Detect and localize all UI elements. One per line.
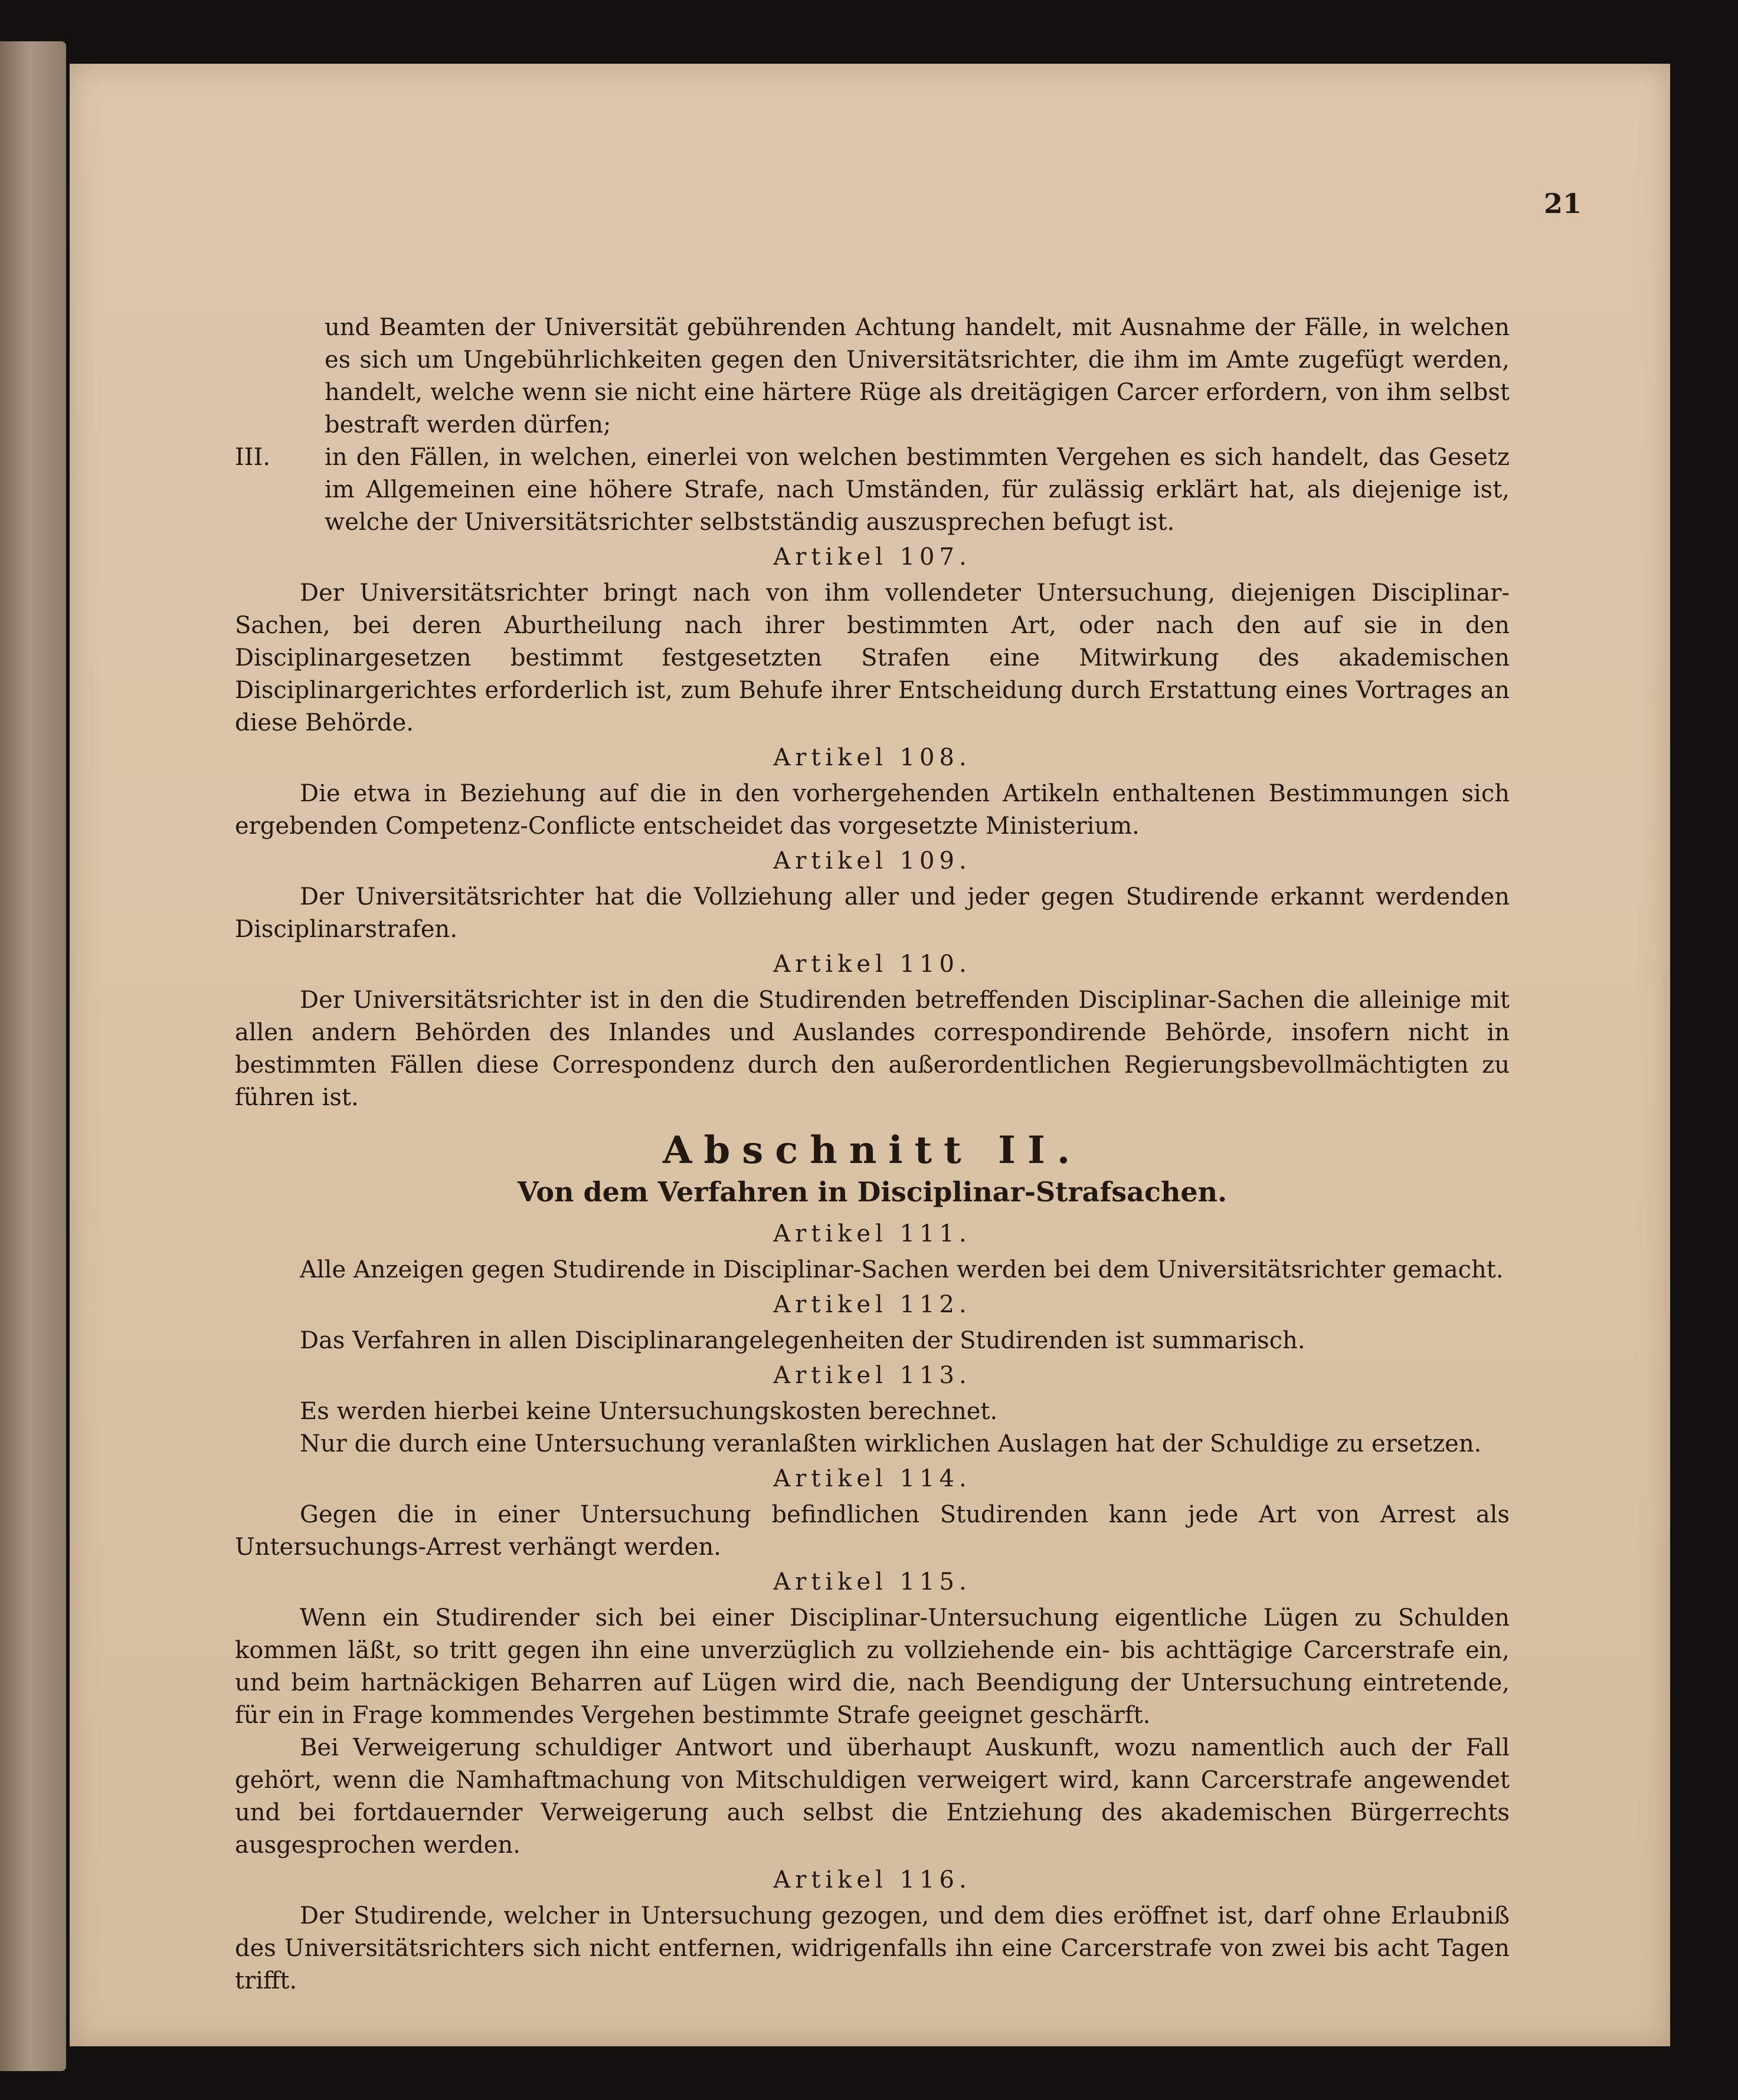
article-paragraph: Gegen die in einer Untersuchung befindlichen Studirenden kann jede Art von Arrest als Untersuchungs-Arrest verhängt werden.: [235, 1501, 1510, 1561]
article-paragraph: Der Studirende, welcher in Untersuchung gezogen, und dem dies eröffnet ist, darf ohne Erlaubniß des Universitätsrichters sich nicht entfernen, widrigenfalls ihn eine Carcerstrafe von zwei bis acht Tagen trifft.: [235, 1902, 1510, 1994]
page-content: [235, 312, 1510, 1997]
article-block: [235, 742, 1510, 843]
article-heading: Artikel 115.: [773, 1568, 971, 1596]
list-item-text: in den Fällen, in welchen, einerlei von welchen bestimmten Vergehen es sich handelt, das Gesetz im Allgemeinen eine höhere Strafe, nach Umständen, für zulässig erklärt hat, als diejenige ist, welche der Universitätsrichter selbstständig auszusprechen befugt ist.: [325, 444, 1510, 536]
article-block: [235, 948, 1510, 1114]
article-block: [235, 541, 1510, 739]
article-heading: Artikel 112.: [773, 1291, 971, 1318]
article-heading: Artikel 109.: [773, 847, 971, 874]
article-heading: Artikel 114.: [773, 1465, 971, 1492]
article-heading: Artikel 111.: [773, 1220, 971, 1247]
page-number: 21: [1543, 188, 1582, 219]
article-paragraph: Der Universitätsrichter ist in den die Studirenden betreffenden Disciplinar-Sachen die alleinige mit allen andern Behörden des Inlandes und Auslandes correspondirende Behörde, insofern nicht in bestimmten Fällen diese Correspondenz durch den außerordentlichen Regierungsbevollmächtigten zu führen ist.: [235, 987, 1510, 1111]
article-block: [235, 845, 1510, 946]
articles-group-b: [235, 1218, 1510, 1997]
article-block: [235, 1289, 1510, 1357]
article-block: [235, 1359, 1510, 1460]
article-heading: Artikel 107.: [773, 543, 971, 571]
article-paragraph: Die etwa in Beziehung auf die in den vorhergehenden Artikeln enthaltenen Bestimmungen sich ergebenden Competenz-Conflicte entscheidet das vorgesetzte Ministerium.: [235, 780, 1510, 840]
section-title: Abschnitt II.: [662, 1128, 1082, 1172]
article-paragraph: Alle Anzeigen gegen Studirende in Disciplinar-Sachen werden bei dem Universitätsrichter gemacht.: [300, 1256, 1504, 1283]
list-item-III: [235, 441, 1510, 539]
article-heading: Artikel 113.: [773, 1362, 971, 1389]
section-subtitle: Von dem Verfahren in Disciplinar-Strafsachen.: [517, 1176, 1228, 1208]
article-heading: Artikel 110.: [773, 951, 971, 978]
facing-page-edge: [0, 41, 66, 2071]
article-paragraph: Der Universitätsrichter bringt nach von ihm vollendeter Untersuchung, diejenigen Disciplinar-Sachen, bei deren Aburtheilung nach ihrer bestimmten Art, oder nach den auf sie in den Disciplinargesetzen bestimmt festgesetzten Strafen eine Mitwirkung des akademischen Disciplinargerichtes erforderlich ist, zum Behufe ihrer Entscheidung durch Erstattung eines Vortrages an diese Behörde.: [235, 579, 1510, 736]
article-paragraph: Das Verfahren in allen Disciplinarangelegenheiten der Studirenden ist summarisch.: [300, 1327, 1305, 1354]
document-page: [70, 64, 1670, 2046]
article-heading: Artikel 108.: [773, 744, 971, 771]
article-heading: Artikel 116.: [773, 1866, 971, 1893]
article-block: [235, 1566, 1510, 1862]
article-paragraph: Wenn ein Studirender sich bei einer Disciplinar-Untersuchung eigentliche Lügen zu Schulden kommen läßt, so tritt gegen ihn eine unverzüglich zu vollziehende ein- bis achttägige Carcerstrafe ein, und beim hartnäckigen Beharren auf Lügen wird die, nach Beendigung der Untersuchung eintretende, für ein in Frage kommendes Vergehen bestimmte Strafe geeignet geschärft.: [235, 1604, 1510, 1729]
article-block: [235, 1218, 1510, 1286]
article-paragraph: Nur die durch eine Untersuchung veranlaßten wirklichen Auslagen hat der Schuldige zu ersetzen.: [300, 1430, 1482, 1457]
article-block: [235, 1463, 1510, 1564]
article-paragraph: Es werden hierbei keine Untersuchungskosten berechnet.: [300, 1398, 998, 1425]
article-paragraph: Der Universitätsrichter hat die Vollziehung aller und jeder gegen Studirende erkannt werdenden Disciplinarstrafen.: [235, 883, 1510, 943]
article-paragraph: Bei Verweigerung schuldiger Antwort und überhaupt Auskunft, wozu namentlich auch der Fall gehört, wenn die Namhaftmachung von Mitschuldigen verweigert wird, kann Carcerstrafe angewendet und bei fortdauernder Verweigerung auch selbst die Entziehung des akademischen Bürgerrechts ausgesprochen werden.: [235, 1734, 1510, 1859]
list-item-marker: III.: [235, 444, 271, 471]
continuation-text: und Beamten der Universität gebührenden Achtung handelt, mit Ausnahme der Fälle, in welchen es sich um Ungebührlichkeiten gegen den Universitätsrichter, die ihm im Amte zugefügt werden, handelt, welche wenn sie nicht eine härtere Rüge als dreitägigen Carcer erfordern, von ihm selbst bestraft werden dürfen;: [325, 314, 1510, 438]
articles-group-a: [235, 541, 1510, 1114]
article-block: [235, 1864, 1510, 1997]
